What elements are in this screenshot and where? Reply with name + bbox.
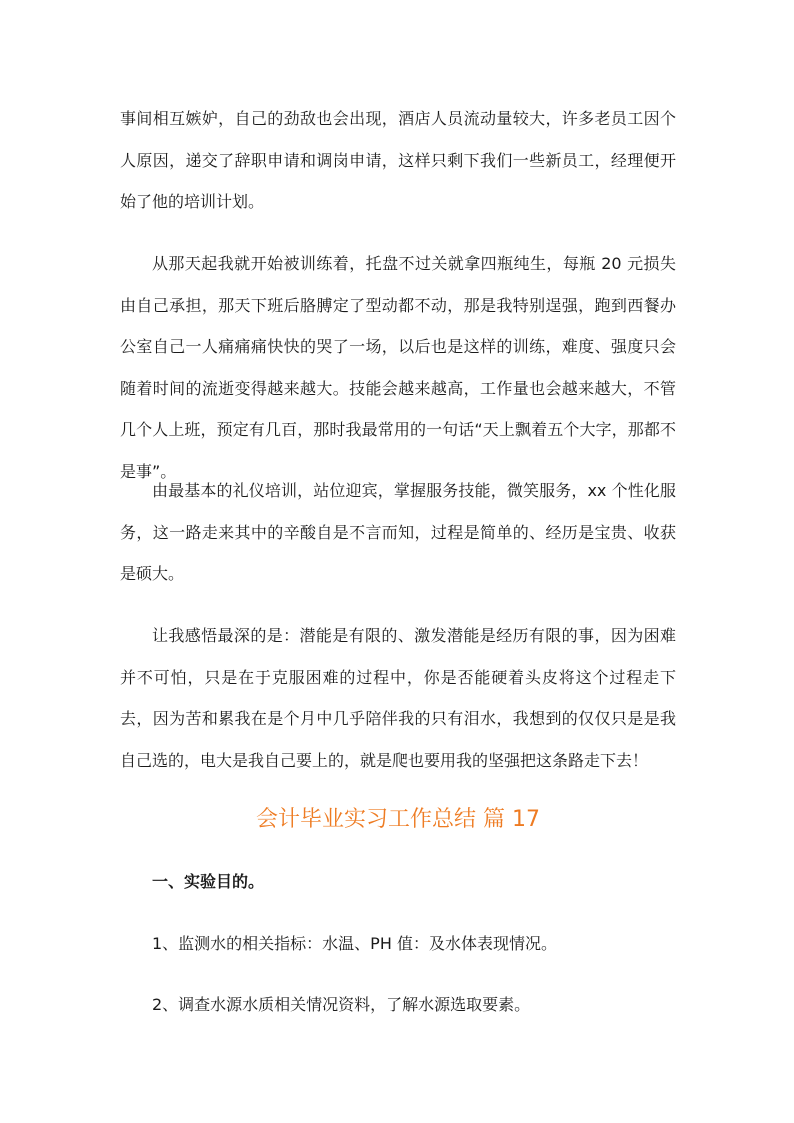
- paragraph-reflection: 让我感悟最深的是：潜能是有限的、激发潜能是经历有限的事，因为困难并不可怕，只是在于克服困难的过程中，你是否能硬着头皮将这个过程走下去，因为苦和累我在是个月中几乎陪伴我的只有泪水，我想到的仅仅只是是我自己选的，电大是我自己要上的，就是爬也要用我的坚强把这条路走下去！: [120, 626, 676, 770]
- paragraph-etiquette: 由最基本的礼仪培训，站位迎宾，掌握服务技能，微笑服务，xx 个性化服务，这一路走来其中的辛酸自是不言而知，过程是简单的、经历是宝贵、收获是硕大。: [120, 481, 676, 583]
- paragraph-training: 从那天起我就开始被训练着，托盘不过关就拿四瓶纯生，每瓶 20 元损失由自己承担，那天下班后胳膊定了型动都不动，那是我特别逞强，跑到西餐办公室自己一人痛痛痛快快的哭了一场，以后也是这样的训练，难度、强度只会随着时间的流逝变得越来越大。技能会越来越高，工作量也会越来越大，不管几个人上班，预定有几百，那时我最常用的一句话“天上飘着五个大字，那都不是事”。: [120, 254, 676, 481]
- item-1: 1、监测水的相关指标：水温、PH 值：及水体表现情况。: [152, 934, 557, 953]
- item-objective-title: 一、实验目的。: [152, 872, 265, 891]
- item-2: 2、调查水源水质相关情况资料，了解水源选取要素。: [152, 995, 531, 1014]
- section-heading: 会计毕业实习工作总结 篇 17: [256, 807, 540, 832]
- paragraph-continued: 事间相互嫉妒，自己的劲敌也会出现，酒店人员流动量较大，许多老员工因个人原因，递交了辞职申请和调岗申请，这样只剩下我们一些新员工，经理便开始了他的培训计划。: [120, 109, 676, 211]
